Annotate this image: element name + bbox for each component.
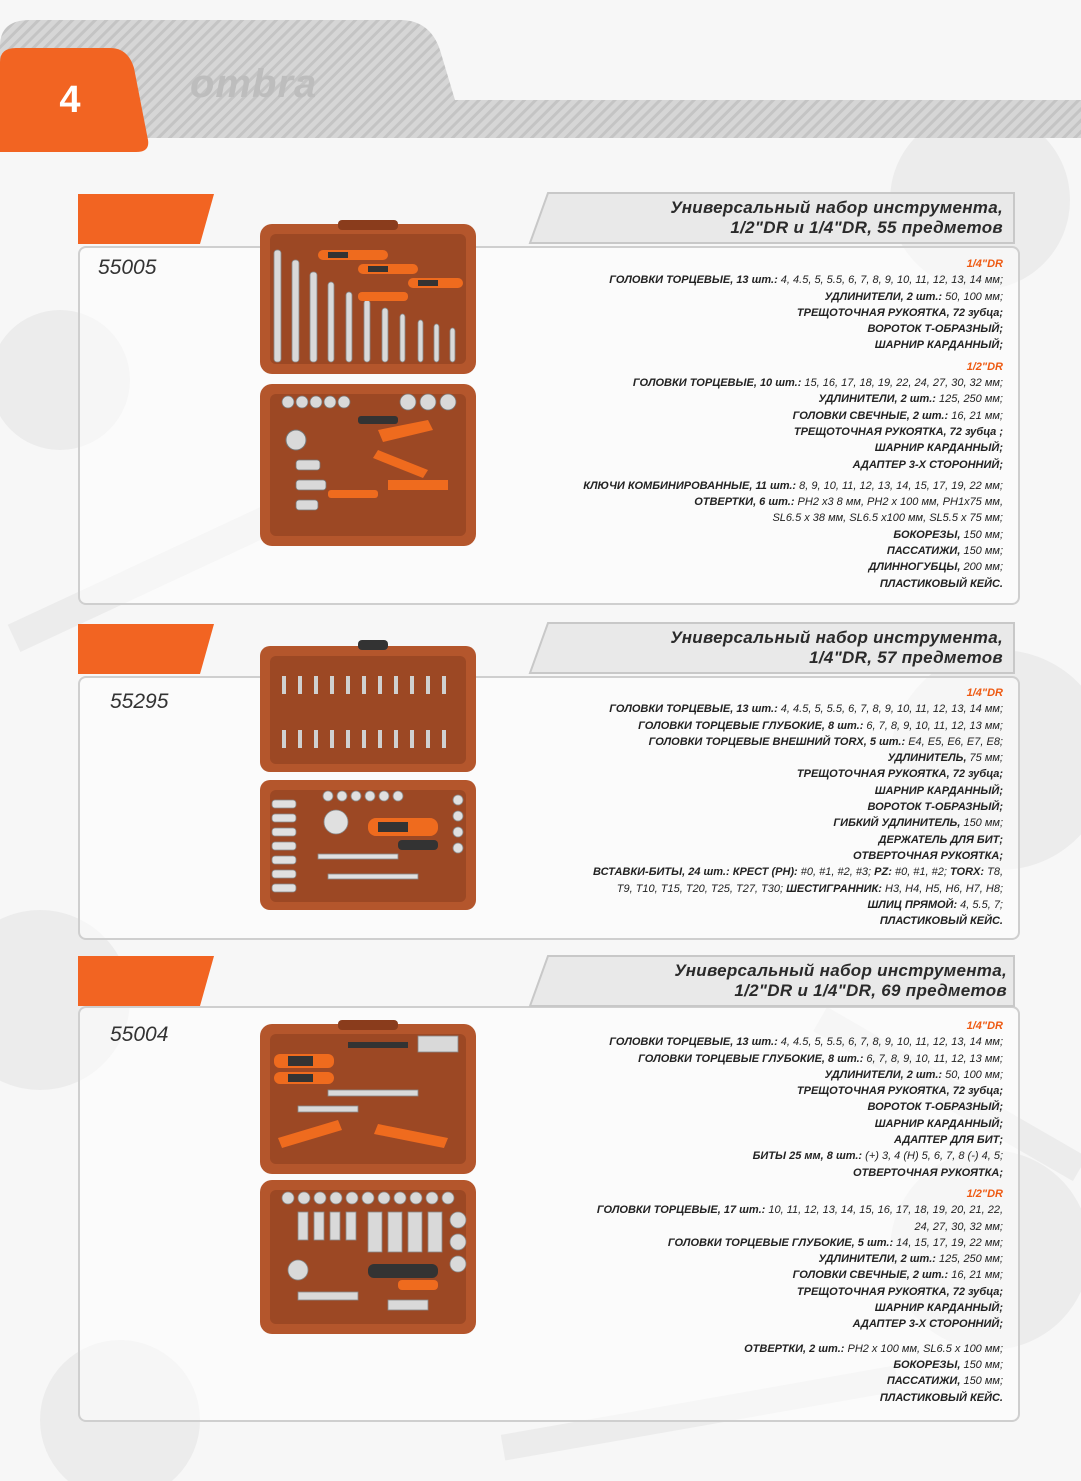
header-band bbox=[0, 0, 1081, 160]
page-number: 4 bbox=[59, 79, 81, 121]
specs-55005: 1/4"DR ГОЛОВКИ ТОРЦЕВЫЕ, 13 шт.: 4, 4.5, 5, 5.5, 6, 7, 8, 9, 10, 11, 12, 13, 14 мм; УДЛИНИТЕЛИ, 2 шт.: 50, 100 мм; ТРЕЩОТОЧНАЯ РУКОЯТКА, 72 зубца; ВОРОТОК Т-ОБРАЗНЫЙ; ШАРНИР КАРДАННЫЙ; 1/2"DR ГОЛОВКИ ТОРЦЕВЫЕ, 10 шт.: 15, 16, 17, 18, 19, 22, 24, 27, 30, 32 мм; УДЛИНИТЕЛИ, 2 шт.: 125, 250 мм; ГОЛОВКИ СВЕЧНЫЕ, 2 шт.: 16, 21 мм; ТРЕЩОТОЧНАЯ РУКОЯТКА, 72 зубца ; ШАРНИР КАРДАННЫЙ; АДАПТЕР 3-Х СТОРОННИЙ; КЛЮЧИ КОМБИНИРОВАННЫЕ, 11 шт.: 8, 9, 10, 11, 12, 13, 14, 15, 17, 19, 22 мм; ОТВЕРТКИ, 6 шт.: PH2 x3 8 мм, PH2 x 100 мм, PH1x75 мм, SL6.5 x 38 мм, SL6.5 x100 мм, SL5.5 x 75 мм; БОКОРЕЗЫ, 150 мм; ПАССАТИЖИ, 150 мм; ДЛИННОГУБЦЫ, 200 мм; ПЛАСТИКОВЫЙ КЕЙС. bbox=[583, 258, 1003, 590]
specs-55004: 1/4"DR ГОЛОВКИ ТОРЦЕВЫЕ, 13 шт.: 4, 4.5, 5, 5.5, 6, 7, 8, 9, 10, 11, 12, 13, 14 мм; ГОЛОВКИ ТОРЦЕВЫЕ ГЛУБОКИЕ, 8 шт.: 6, 7, 8, 9, 10, 11, 12, 13 мм; УДЛИНИТЕЛИ, 2 шт.: 50, 100 мм; ТРЕЩОТОЧНАЯ РУКОЯТКА, 72 зубца; ВОРОТОК Т-ОБРАЗНЫЙ; ШАРНИР КАРДАННЫЙ; АДАПТЕР ДЛЯ БИТ; БИТЫ 25 мм, 8 шт.: (+) 3, 4 (Н) 5, 6, 7, 8 (-) 4, 5; ОТВЕРТОЧНАЯ РУКОЯТКА; 1/2"DR ГОЛОВКИ ТОРЦЕВЫЕ, 17 шт.: 10, 11, 12, 13, 14, 15, 16, 17, 18, 19, 20, 21, 22, 24, 27, 30, 32 мм; ГОЛОВКИ ТОРЦЕВЫЕ ГЛУБОКИЕ, 5 шт.: 14, 15, 17, 19, 22 мм; УДЛИНИТЕЛИ, 2 шт.: 125, 250 мм; ГОЛОВКИ СВЕЧНЫЕ, 2 шт.: 16, 21 мм; ТРЕЩОТОЧНАЯ РУКОЯТКА, 72 зубца; ШАРНИР КАРДАННЫЙ; АДАПТЕР 3-Х СТОРОННИЙ; ОТВЕРТКИ, 2 шт.: PH2 x 100 мм, SL6.5 x 100 мм; БОКОРЕЗЫ, 150 мм; ПАССАТИЖИ, 150 мм; ПЛАСТИКОВЫЙ КЕЙС. bbox=[596, 1020, 1003, 1404]
section-header: 1/2"DR bbox=[966, 360, 1003, 373]
code-tab-55004 bbox=[78, 956, 216, 1008]
section-header: 1/4"DR bbox=[966, 1020, 1003, 1032]
case-image-55295 bbox=[258, 640, 478, 912]
code-tab-55295 bbox=[78, 624, 216, 676]
brand-logo: ombra bbox=[190, 62, 318, 106]
code-tab-55005 bbox=[78, 194, 216, 246]
section-header: 1/2"DR bbox=[966, 1187, 1003, 1200]
product-title-55004: Универсальный набор инструмента, 1/2"DR и 1/4"DR, 69 предметов bbox=[674, 961, 1007, 1000]
product-title-55295: Универсальный набор инструмента, 1/4"DR, 57 предметов bbox=[670, 628, 1003, 667]
section-header: 1/4"DR bbox=[966, 687, 1003, 699]
specs-55295: 1/4"DR ГОЛОВКИ ТОРЦЕВЫЕ, 13 шт.: 4, 4.5, 5, 5.5, 6, 7, 8, 9, 10, 11, 12, 13, 14 мм; ГОЛОВКИ ТОРЦЕВЫЕ ГЛУБОКИЕ, 8 шт.: 6, 7, 8, 9, 10, 11, 12, 13 мм; ГОЛОВКИ ТОРЦЕВЫЕ ВНЕШНИЙ TORX, 5 шт.: E4, E5, E6, E7, E8; УДЛИНИТЕЛЬ, 75 мм; ТРЕЩОТОЧНАЯ РУКОЯТКА, 72 зубца; ШАРНИР КАРДАННЫЙ; ВОРОТОК Т-ОБРАЗНЫЙ; ГИБКИЙ УДЛИНИТЕЛЬ, 150 мм; ДЕРЖАТЕЛЬ ДЛЯ БИТ; ОТВЕРТОЧНАЯ РУКОЯТКА; ВСТАВКИ-БИТЫ, 24 шт.: КРЕСТ (PH): #0, #1, #2, #3; PZ: #0, #1, #2; TORX: T8, T9, T10, T15, T20, T25, T27, T30; ШЕСТИГРАННИК: H3, H4, H5, H6, H7, H8; ШЛИЦ ПРЯМОЙ: 4, 5.5, 7; ПЛАСТИКОВЫЙ КЕЙС. bbox=[592, 687, 1003, 928]
product-title-55005: Универсальный набор инструмента, 1/2"DR и 1/4"DR, 55 предметов bbox=[670, 198, 1003, 237]
case-image-55005 bbox=[258, 220, 478, 550]
product-code-55295: 55295 bbox=[110, 690, 169, 713]
case-image-55004 bbox=[258, 1020, 478, 1340]
product-code-55004: 55004 bbox=[110, 1023, 169, 1046]
section-header: 1/4"DR bbox=[966, 258, 1003, 270]
product-code-55005: 55005 bbox=[98, 256, 157, 279]
